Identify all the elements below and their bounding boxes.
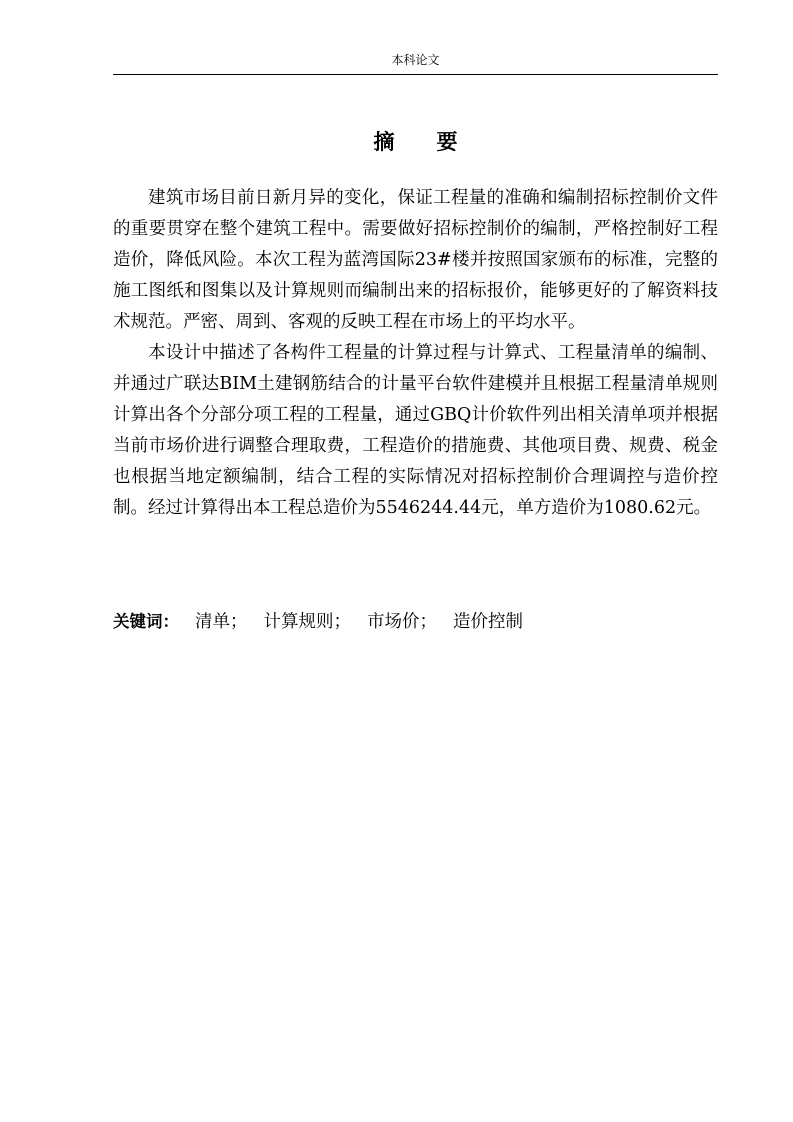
abstract-paragraph: 本设计中描述了各构件工程量的计算过程与计算式、工程量清单的编制、并通过广联达BIM土建钢筋结合的计量平台软件建模并且根据工程量清单规则计算出各个分部分项工程的工程量，通过GBQ计价软件列出相关清单项并根据当前市场价进行调整合理取费，工程造价的措施费、其他项目费、规费、税金也根据当地定额编制，结合工程的实际情况对招标控制价合理调控与造价控制。经过计算得出本工程总造价为5546244.44元，单方造价为1080.62元。 xyxy=(113,343,718,518)
keyword-item: 造价控制 xyxy=(453,612,523,632)
keywords-line xyxy=(113,606,718,638)
abstract-title-char-1: 摘 xyxy=(373,129,395,154)
running-title: 本科论文 xyxy=(391,53,440,67)
abstract-body xyxy=(113,183,718,524)
keyword-item: 计算规则； xyxy=(263,612,351,632)
keyword-item: 市场价； xyxy=(367,612,437,632)
page-header xyxy=(113,52,718,75)
abstract-title xyxy=(113,128,718,156)
keywords-label: 关键词： xyxy=(113,612,179,631)
keyword-item: 清单； xyxy=(195,612,248,632)
abstract-title-char-2: 要 xyxy=(436,129,458,154)
abstract-paragraph: 建筑市场目前日新月异的变化，保证工程量的准确和编制招标控制价文件的重要贯穿在整个建筑工程中。需要做好招标控制价的编制，严格控制好工程造价，降低风险。本次工程为蓝湾国际23#楼并按照国家颁布的标准，完整的施工图纸和图集以及计算规则而编制出来的招标报价，能够更好的了解资料技术规范。严密、周到、客观的反映工程在市场上的平均水平。 xyxy=(113,188,718,332)
